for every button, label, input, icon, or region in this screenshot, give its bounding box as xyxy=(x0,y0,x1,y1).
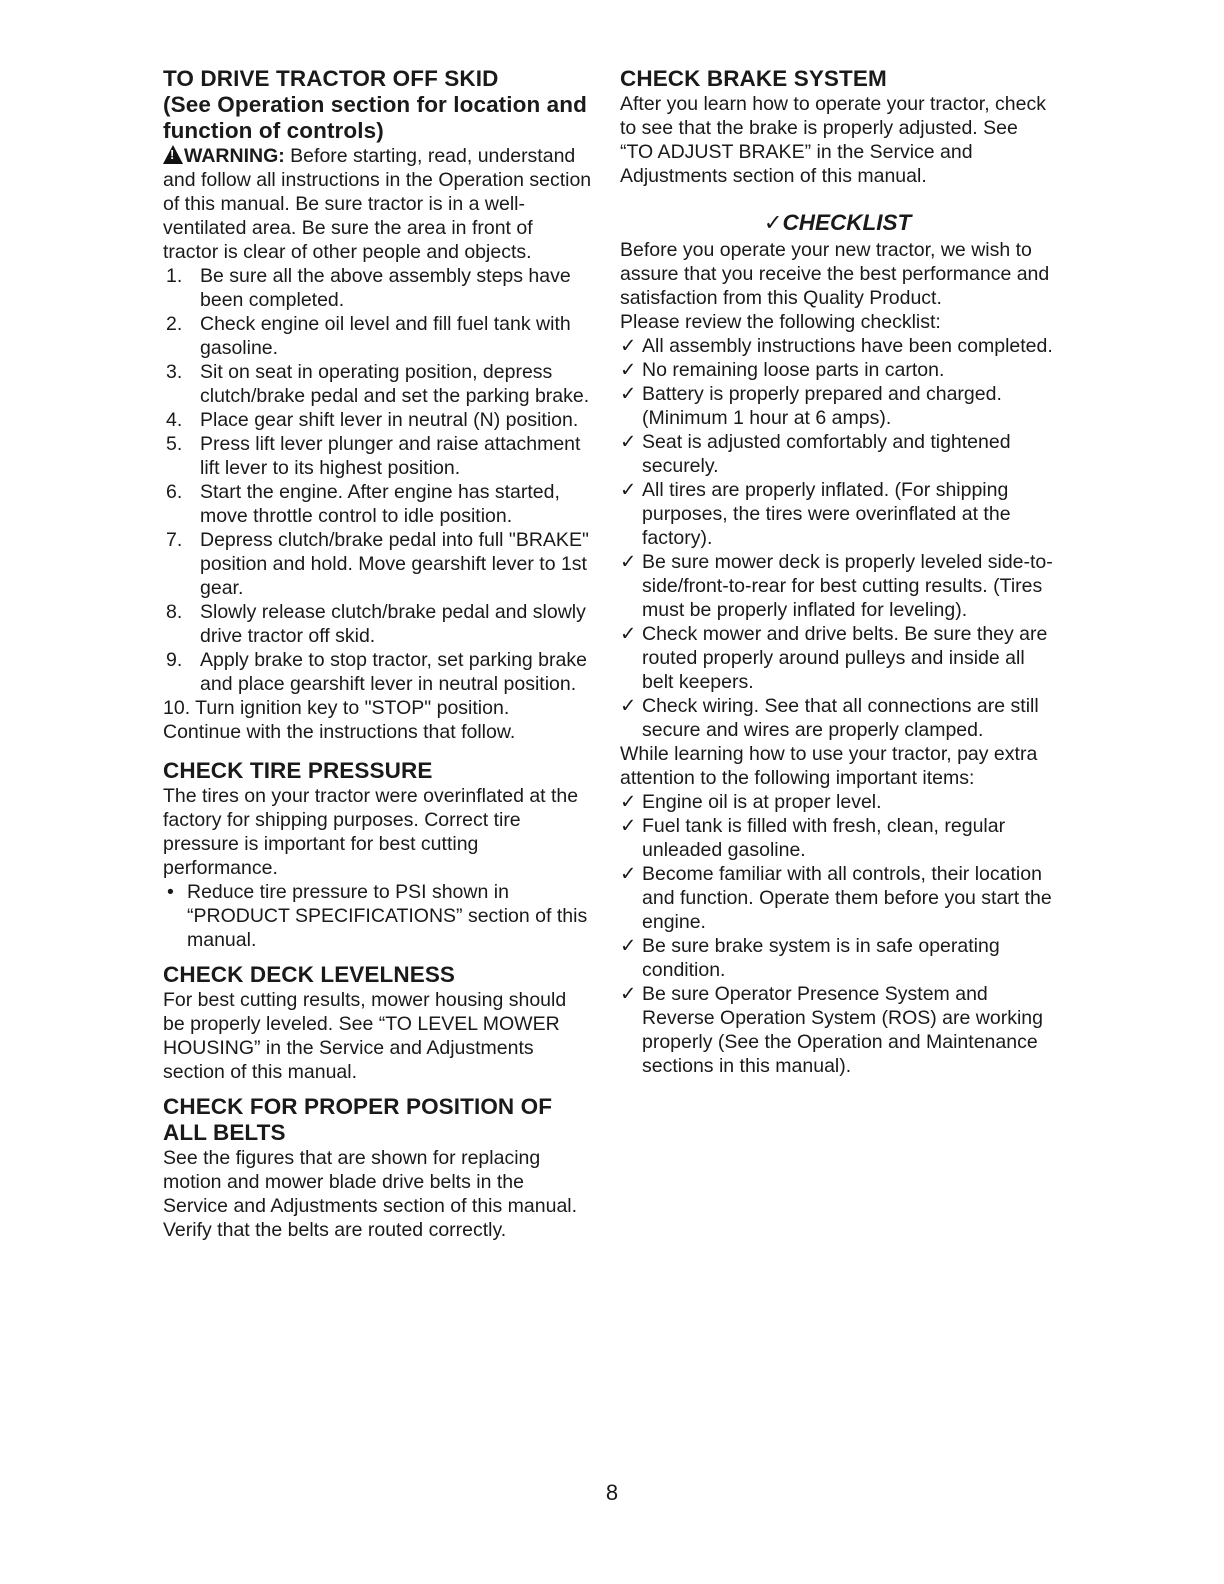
bullet-icon: • xyxy=(167,881,174,903)
list-item: 2. Check engine oil level and fill fuel tank with gasoline. xyxy=(166,313,571,359)
list-item: 9. Apply brake to stop tractor, set parking brake and place gearshift lever in neutral position. xyxy=(166,649,587,695)
check-icon: ✓ xyxy=(620,335,637,357)
list-item: ✓ Seat is adjusted comfortably and tightened securely. xyxy=(620,431,1011,477)
list-item: ✓ Be sure mower deck is properly leveled side-to-side/front-to-rear for best cutting results. (Tires must be properly inflated for leveling). xyxy=(620,551,1053,621)
check-icon: ✓ xyxy=(620,383,637,405)
right-column xyxy=(620,66,1055,1078)
checklist-items xyxy=(620,334,1055,742)
list-item: 4. Place gear shift lever in neutral (N) position. xyxy=(166,409,579,431)
check-icon: ✓ xyxy=(620,431,637,453)
learning-items xyxy=(620,790,1055,1078)
brake-system-text: After you learn how to operate your tractor, check to see that the brake is properly adjusted. See “TO ADJUST BRAKE” in the Service and Adjustments section of this manual. xyxy=(620,93,1046,187)
list-item: 10. Turn ignition key to "STOP" position. xyxy=(163,697,510,719)
list-item: ✓ Check wiring. See that all connections are still secure and wires are properly clamped. xyxy=(620,695,1039,741)
deck-levelness-title: CHECK DECK LEVELNESS xyxy=(163,962,456,987)
warning-paragraph xyxy=(163,144,593,264)
list-item: • Reduce tire pressure to PSI shown in “PRODUCT SPECIFICATIONS” section of this manual. xyxy=(167,881,588,951)
check-icon: ✓ xyxy=(620,359,637,381)
drive-subtitle: (See Operation section for location and function of controls) xyxy=(163,92,587,143)
list-item: 7. Depress clutch/brake pedal into full "BRAKE" position and hold. Move gearshift lever to 1st gear. xyxy=(166,529,589,599)
list-item: 6. Start the engine. After engine has started, move throttle control to idle position. xyxy=(166,481,560,527)
checklist-review: Please review the following checklist: xyxy=(620,311,941,333)
check-icon: ✓ xyxy=(620,479,637,501)
checklist-intro: Before you operate your new tractor, we wish to assure that you receive the best performance and satisfaction from this Quality Product. xyxy=(620,239,1050,309)
list-item: 3. Sit on seat in operating position, depress clutch/brake pedal and set the parking brake. xyxy=(166,361,590,407)
tire-bullet-list xyxy=(163,880,593,952)
list-item: ✓ No remaining loose parts in carton. xyxy=(620,359,945,381)
left-column xyxy=(163,66,593,1242)
check-icon: ✓ xyxy=(620,623,637,645)
drive-title: TO DRIVE TRACTOR OFF SKID xyxy=(163,66,499,91)
belts-text: See the figures that are shown for replacing motion and mower blade drive belts in the Service and Adjustments section of this manual. Verify that the belts are routed correctly. xyxy=(163,1147,578,1241)
check-icon: ✓ xyxy=(620,551,637,573)
continue-text: Continue with the instructions that follow. xyxy=(163,721,516,743)
list-item: ✓ Battery is properly prepared and charged. (Minimum 1 hour at 6 amps). xyxy=(620,383,1002,429)
checklist-title: ✓CHECKLIST xyxy=(763,210,912,235)
brake-system-title: CHECK BRAKE SYSTEM xyxy=(620,66,887,91)
check-icon: ✓ xyxy=(620,791,637,813)
list-item: ✓ Check mower and drive belts. Be sure they are routed properly around pulleys and inside all belt keepers. xyxy=(620,623,1048,693)
list-item: ✓ Be sure brake system is in safe operating condition. xyxy=(620,935,1000,981)
list-item: 5. Press lift lever plunger and raise attachment lift lever to its highest position. xyxy=(166,433,581,479)
check-icon: ✓ xyxy=(620,815,637,837)
belts-title: CHECK FOR PROPER POSITION OF ALL BELTS xyxy=(163,1094,553,1145)
list-item: ✓ All assembly instructions have been completed. xyxy=(620,335,1053,357)
warning-text: Before starting, read, understand and follow all instructions in the Operation section of this manual. Be sure tractor is in a well-ventilated area. Be sure the area in front of tractor is clear of other people and objects. xyxy=(163,145,592,263)
list-item: 8. Slowly release clutch/brake pedal and slowly drive tractor off skid. xyxy=(166,601,586,647)
tire-pressure-text: The tires on your tractor were overinflated at the factory for shipping purposes. Correct tire pressure is important for best cutting performance. xyxy=(163,785,579,879)
check-icon: ✓ xyxy=(620,983,637,1005)
warning-triangle-icon xyxy=(163,145,183,164)
check-icon: ✓ xyxy=(620,863,637,885)
learning-text: While learning how to use your tractor, pay extra attention to the following important items: xyxy=(620,743,1038,789)
deck-levelness-text: For best cutting results, mower housing should be properly leveled. See “TO LEVEL MOWER HOUSING” in the Service and Adjustments section of this manual. xyxy=(163,989,567,1083)
list-item: ✓ All tires are properly inflated. (For shipping purposes, the tires were overinflated at the factory). xyxy=(620,479,1011,549)
check-icon: ✓ xyxy=(620,935,637,957)
drive-steps-list xyxy=(163,264,593,720)
list-item: ✓ Be sure Operator Presence System and Reverse Operation System (ROS) are working properly (See the Operation and Maintenance sections in this manual). xyxy=(620,983,1043,1077)
check-icon: ✓ xyxy=(620,695,637,717)
list-item: ✓ Become familiar with all controls, their location and function. Operate them before you start the engine. xyxy=(620,863,1052,933)
list-item: ✓ Fuel tank is filled with fresh, clean, regular unleaded gasoline. xyxy=(620,815,1006,861)
warning-label: WARNING: xyxy=(184,145,285,167)
list-item: ✓ Engine oil is at proper level. xyxy=(620,791,882,813)
list-item: 1. Be sure all the above assembly steps have been completed. xyxy=(166,265,571,311)
page-number: 8 xyxy=(605,1480,619,1505)
tire-pressure-title: CHECK TIRE PRESSURE xyxy=(163,758,433,783)
